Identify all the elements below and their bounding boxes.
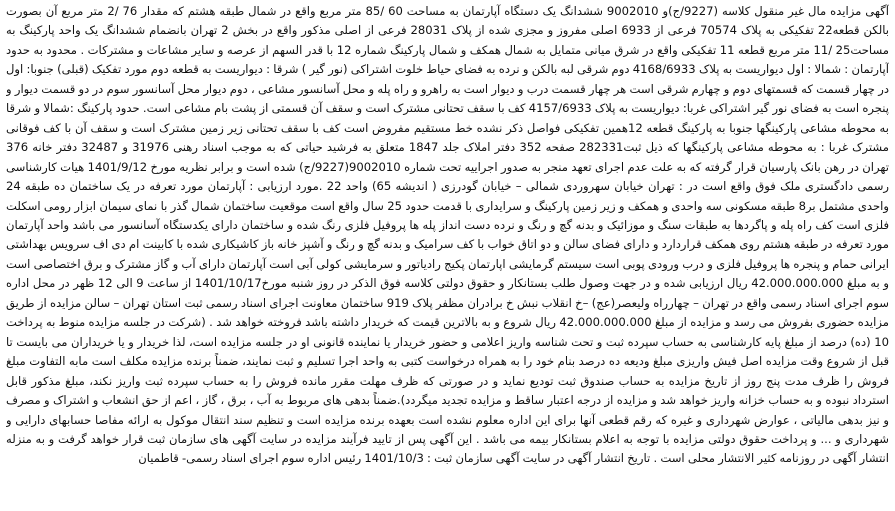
auction-notice-text: آگهی مزایده مال غیر منقول کلاسه (9227/ج)و 9002010 ششدانگ یک دستگاه آپارتمان به مساحت 60 /85 متر مربع واقع در شمال طبقه هشتم که مقدار 76 /2 متر مربع آن بصورت بالکن قطعه22 تفکیکی به پلاک 70574 فرعی از 6933 اصلی مفروز و مجزی شده از پلاک 28031 فرعی از اصلی مذکور واقع در بخش 2 تهران بانضمام ششدانگ یک واحد پارکینگ به مساحت25 /11 متر مربع قطعه 11 تفکیکی واقع در شرق میانی متمایل به شمال همکف و شمال پارکینگ شماره 12 با قدر السهم از عرصه و سایر مشاعات و مشترکات . محدود به حدود آپارتمان : شمالا : اول دیواریست به پلاک 4168/6933 دوم شرقی لبه بالکن و نرده به فضای حیاط خلوت اشتراکی (نور گیر ) شرقا : دیواریست به قطعه دوم مورد تفکیک (قبلی) جنوبا: اول در چهار قسمت که قسمتهای دوم و چهارم شرقی است هر چهار قسمت درب و دیوار است به راهرو و راه پله و محل آسانسور مشاعی ، دوم دیوار محل آسانسور سوم در دو قسمت دیوار و پنجره است به فضای نور گیر اشتراکی غربا: دیواریست به پلاک 4157/6933 کف با سقف تحتانی مشترک است و سقف آن قسمتی از پشت بام مشاعی است. حدود پارکینگ :شمالا و شرقا به محوطه مشاعی پارکینگها جنوبا به پارکینگ قطعه 12همین تفکیکی فواصل ذکر نشده خط مستقیم مفروض است کف با سقف تحتانی زیر زمین مشترک است و سقف آن با کف فوقانی مشترک غربا : به محوطه مشاعی پارکینگها که ذیل ثبت282331 صفحه 352 دفتر املاک جلد 1847 متعلق به فرشید حیاتی که به موجب اسناد رهنی 31976 و 32487 دفتر خانه 376 تهران در رهن بانک پارسیان قرار گرفته که به علت عدم اجرای تعهد منجر به صدور اجراییه تحت شماره 9002010(9227/ج) شده است و برابر نظریه مورخ 1401/9/12 هیات کارشناسی رسمی دادگستری ملک فوق واقع است در : تهران خیابان سهروردی شمالی – خیابان گودرزی ( اندیشه 65) واحد 22 .مورد ارزیابی : آپارتمان مورد تعرفه در یک ساختمان ده طبقه 24 واحدی مشتمل بر8 طبقه مسکونی سه واحدی و همکف و زیر زمین پارکینگ و سرایداری با قدمت حدود 25 سال واقع است موقعیت ساختمان شمال گذر با نمای سیمان ابزار رومی اسکلت فلزی است کف راه پله و پاگردها به طبقات سنگ و موزائیک و بدنه گچ و رنگ و نرده دست انداز پله ها پروفیل فلزی رنگ شده و ساختمان دارای یکدستگاه آسانسور می باشد واحد آپارتمان مورد تعرفه در طبقه هشتم روی همکف قراردارد و دارای فضای سالن و دو اتاق خواب با کف سرامیک و بدنه گچ و رنگ و آشپز خانه باز کاشیکاری شده با کابینت ام دی اف سرویس بهداشتی ایرانی حمام و پنجره ها پروفیل فلزی و درب ورودی پوبی است سیستم گرمایشی اپارتمان پکیج رادیاتور و سرمایشی کولی آبی است آپارتمان دارای آب و گاز مشترک و برق اختصاصی است و به مبلغ 42.000.000.000 ریال ارزیابی شده و در جهت وصول طلب بستانکار و حقوق دولتی کلاسه فوق الذکر در روز شنبه مورخ1401/10/17 از ساعت 9 الی 12 ظهر در محل اداره سوم اجرای اسناد رسمی واقع در تهران – چهارراه ولیعصر(عج) –خ انقلاب نبش خ برادران مظفر پلاک 919 ساختمان معاونت اجرای اسناد رسمی ثبت استان تهران – سالن مزایده از طریق مزایده حضوری بفروش می رسد و مزایده از مبلغ 42.000.000.000 ریال شروع و به بالاترین قیمت که خریدار داشته باشد فروخته خواهد شد . (شرکت در جلسه مزایده منوط به پرداخت 10 (ده) درصد از مبلغ پایه کارشناسی به حساب سپرده ثبت و تحت شناسه واریز اعلامی و حضور خریدار یا نماینده قانونی او در جلسه مزایده است، لذا خریدار و یا خریداران می بایست تا قبل از شروع وقت مزایده اصل فیش واریزی مبلغ ودیعه ده درصد بنام خود را به همراه درخواست کتبی به واحد اجرا تسلیم و ثبت نمایند، ضمناً برنده مزایده مکلف است مابه التفاوت مبلغ فروش را ظرف مدت پنج روز از تاریخ مزایده به حساب صندوق ثبت تودیع نماید و در صورتی که ظرف مهلت مقرر مانده فروش را به حساب سپرده ثبت واریز نکند، مبلغ مذکور قابل استرداد نبوده و به حساب خزانه واریز خواهد شد و مزایده از درجه اعتبار ساقط و مزایده تجدید میگردد).ضمناً بدهی های مربوط به آب ، برق ، گاز ، اعم از حق انشعاب و اشتراک و مصرف و نیز بدهی مالیاتی ، عوارض شهرداری و غیره که رقم قطعی آنها برای این اداره معلوم نشده است بعهده برنده مزایده است و تنظیم سند انتقال موکول به ارائه مفاصا حسابهای دارایی و شهرداری و ... و پرداخت حقوق دولتی مزایده با توجه به اعلام بستانکار بیمه می باشد . این آگهی پس از تایید فرآیند مزایده در سایت آگهی های سازمان ثبت قرار خواهد گرفت و به منزله انتشار آگهی در روزنامه کثیر الانتشار محلی است . تاریخ انتشار آگهی در سایت آگهی سازمان ثبت : 1401/10/3 رئیس اداره سوم اجرای اسناد رسمی- قاطمیان — [6, 4, 889, 466]
